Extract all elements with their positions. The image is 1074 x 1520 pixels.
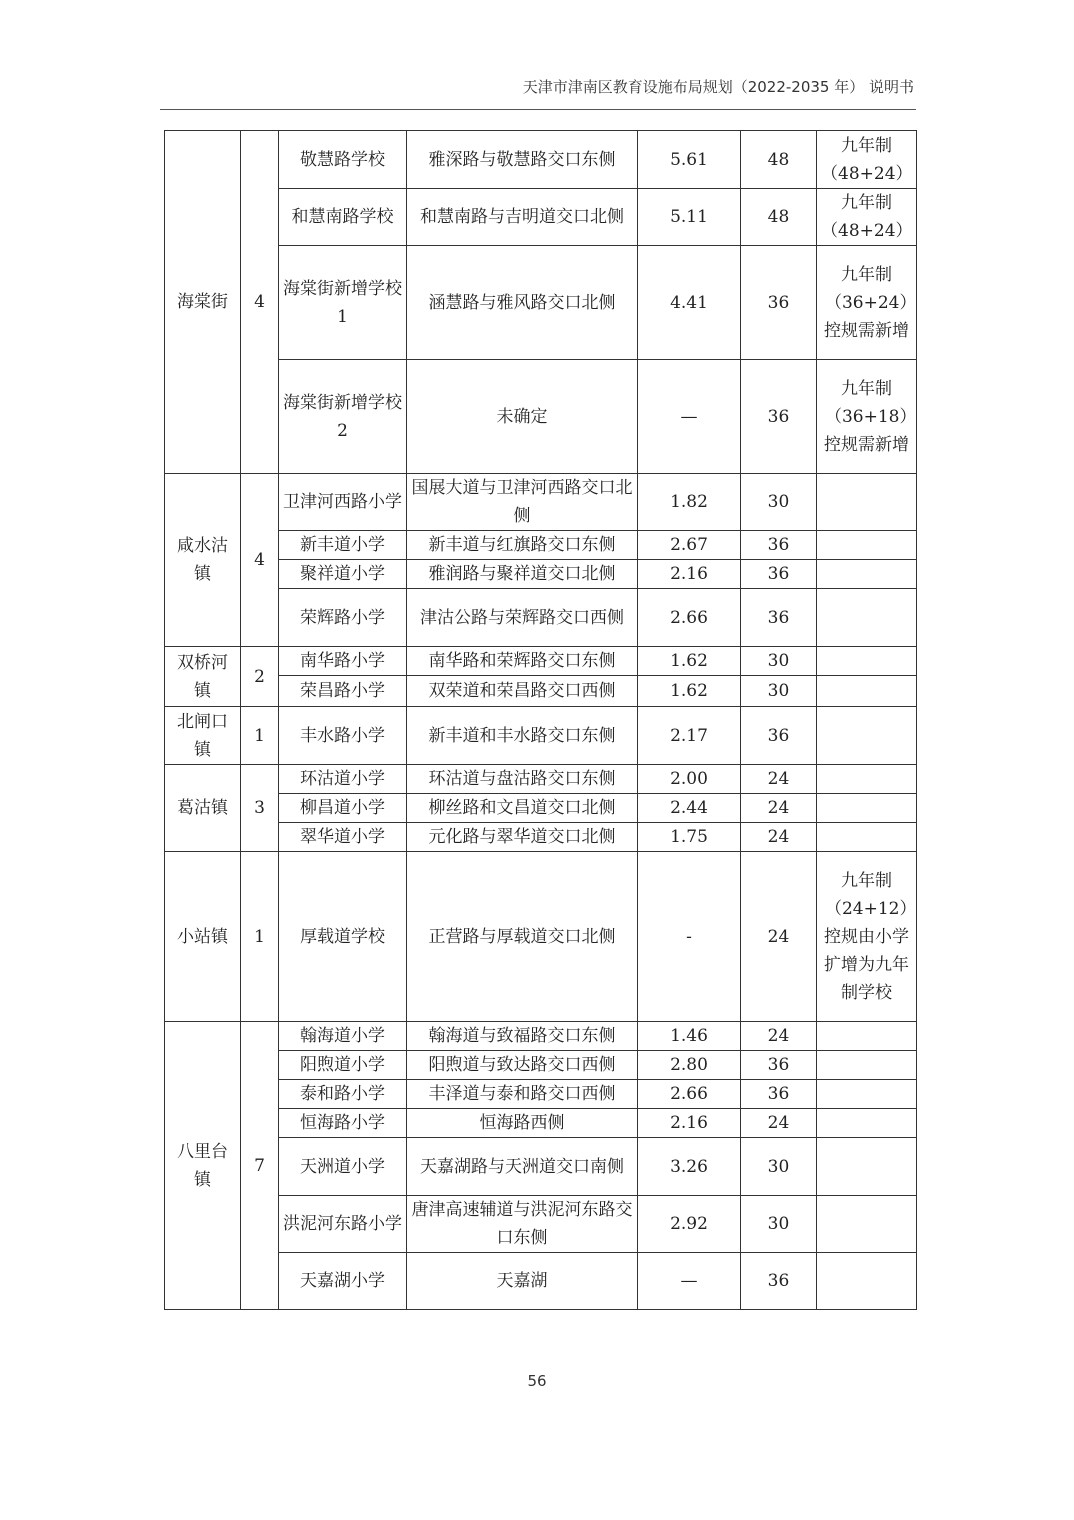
classes-cell: 30: [741, 1138, 817, 1196]
classes-cell: 30: [741, 474, 817, 531]
school-name-cell: 聚祥道小学: [279, 560, 407, 589]
location-cell: 未确定: [407, 360, 638, 474]
table-row: [165, 765, 917, 794]
note-cell: [817, 1138, 917, 1196]
location-cell: 涵慧路与雅风路交口北侧: [407, 246, 638, 360]
school-layout-table: [164, 130, 917, 1310]
note-cell: [817, 765, 917, 794]
location-cell: 阳煦道与致达路交口西侧: [407, 1051, 638, 1080]
classes-cell: 48: [741, 131, 817, 189]
note-cell: [817, 1022, 917, 1051]
location-cell: 恒海路西侧: [407, 1109, 638, 1138]
school-name-cell: 柳昌道小学: [279, 794, 407, 823]
location-cell: 正营路与厚载道交口北侧: [407, 852, 638, 1022]
location-cell: 津沽公路与荣辉路交口西侧: [407, 589, 638, 647]
note-cell: [817, 474, 917, 531]
classes-cell: 24: [741, 1022, 817, 1051]
note-cell: 九年制（36+24）控规需新增: [817, 246, 917, 360]
area-cell: 5.11: [638, 189, 741, 246]
location-cell: 雅深路与敬慧路交口东侧: [407, 131, 638, 189]
page-number: 56: [527, 1372, 547, 1390]
area-cell: —: [638, 360, 741, 474]
location-cell: 翰海道与致福路交口东侧: [407, 1022, 638, 1051]
school-name-cell: 天洲道小学: [279, 1138, 407, 1196]
school-name-cell: 荣昌路小学: [279, 676, 407, 707]
area-cell: 5.61: [638, 131, 741, 189]
classes-cell: 36: [741, 360, 817, 474]
location-cell: 双荣道和荣昌路交口西侧: [407, 676, 638, 707]
note-cell: [817, 589, 917, 647]
area-cell: 2.00: [638, 765, 741, 794]
school-count-cell: 4: [241, 474, 279, 647]
school-count-cell: 2: [241, 647, 279, 707]
note-cell: [817, 794, 917, 823]
area-cell: 2.67: [638, 531, 741, 560]
school-name-cell: 天嘉湖小学: [279, 1253, 407, 1310]
area-cell: 1.46: [638, 1022, 741, 1051]
classes-cell: 24: [741, 765, 817, 794]
school-count-cell: 7: [241, 1022, 279, 1310]
classes-cell: 24: [741, 823, 817, 852]
area-cell: 1.62: [638, 647, 741, 676]
classes-cell: 30: [741, 676, 817, 707]
school-name-cell: 新丰道小学: [279, 531, 407, 560]
school-name-cell: 恒海路小学: [279, 1109, 407, 1138]
classes-cell: 24: [741, 794, 817, 823]
town-cell: 八里台镇: [165, 1022, 241, 1310]
header-divider: [160, 109, 916, 110]
school-name-cell: 卫津河西路小学: [279, 474, 407, 531]
town-cell: 咸水沽镇: [165, 474, 241, 647]
school-name-cell: 南华路小学: [279, 647, 407, 676]
table-row: [165, 474, 917, 531]
location-cell: 丰泽道与泰和路交口西侧: [407, 1080, 638, 1109]
note-cell: [817, 707, 917, 765]
location-cell: 环沽道与盘沽路交口东侧: [407, 765, 638, 794]
classes-cell: 30: [741, 647, 817, 676]
area-cell: 2.16: [638, 1109, 741, 1138]
note-cell: [817, 647, 917, 676]
area-cell: 1.62: [638, 676, 741, 707]
school-name-cell: 泰和路小学: [279, 1080, 407, 1109]
school-count-cell: 1: [241, 707, 279, 765]
classes-cell: 36: [741, 589, 817, 647]
location-cell: 新丰道和丰水路交口东侧: [407, 707, 638, 765]
school-name-cell: 阳煦道小学: [279, 1051, 407, 1080]
location-cell: 新丰道与红旗路交口东侧: [407, 531, 638, 560]
area-cell: 2.92: [638, 1196, 741, 1253]
area-cell: —: [638, 1253, 741, 1310]
location-cell: 国展大道与卫津河西路交口北侧: [407, 474, 638, 531]
location-cell: 唐津高速辅道与洪泥河东路交口东侧: [407, 1196, 638, 1253]
school-name-cell: 洪泥河东路小学: [279, 1196, 407, 1253]
school-name-cell: 荣辉路小学: [279, 589, 407, 647]
table-row: [165, 852, 917, 1022]
school-count-cell: 3: [241, 765, 279, 852]
town-cell: 北闸口镇: [165, 707, 241, 765]
area-cell: 4.41: [638, 246, 741, 360]
school-name-cell: 翠华道小学: [279, 823, 407, 852]
classes-cell: 36: [741, 560, 817, 589]
note-cell: [817, 560, 917, 589]
area-cell: -: [638, 852, 741, 1022]
note-cell: [817, 531, 917, 560]
note-cell: [817, 1080, 917, 1109]
area-cell: 1.82: [638, 474, 741, 531]
note-cell: [817, 676, 917, 707]
town-cell: 海棠街: [165, 131, 241, 474]
classes-cell: 24: [741, 1109, 817, 1138]
note-cell: [817, 1109, 917, 1138]
school-name-cell: 丰水路小学: [279, 707, 407, 765]
table-row: [165, 647, 917, 676]
location-cell: 雅润路与聚祥道交口北侧: [407, 560, 638, 589]
school-name-cell: 海棠街新增学校 2: [279, 360, 407, 474]
classes-cell: 24: [741, 852, 817, 1022]
classes-cell: 48: [741, 189, 817, 246]
town-cell: 葛沽镇: [165, 765, 241, 852]
classes-cell: 36: [741, 531, 817, 560]
table-row: [165, 1022, 917, 1051]
note-cell: [817, 1196, 917, 1253]
location-cell: 元化路与翠华道交口北侧: [407, 823, 638, 852]
classes-cell: 36: [741, 1051, 817, 1080]
location-cell: 柳丝路和文昌道交口北侧: [407, 794, 638, 823]
table-row: [165, 707, 917, 765]
school-name-cell: 环沽道小学: [279, 765, 407, 794]
note-cell: [817, 1051, 917, 1080]
school-name-cell: 海棠街新增学校 1: [279, 246, 407, 360]
location-cell: 天嘉湖: [407, 1253, 638, 1310]
note-cell: [817, 823, 917, 852]
classes-cell: 36: [741, 1253, 817, 1310]
town-cell: 双桥河镇: [165, 647, 241, 707]
note-cell: 九年制（48+24）: [817, 131, 917, 189]
area-cell: 2.80: [638, 1051, 741, 1080]
school-name-cell: 敬慧路学校: [279, 131, 407, 189]
area-cell: 2.44: [638, 794, 741, 823]
area-cell: 3.26: [638, 1138, 741, 1196]
location-cell: 南华路和荣辉路交口东侧: [407, 647, 638, 676]
school-name-cell: 翰海道小学: [279, 1022, 407, 1051]
location-cell: 天嘉湖路与天洲道交口南侧: [407, 1138, 638, 1196]
note-cell: 九年制（36+18）控规需新增: [817, 360, 917, 474]
table-row: [165, 131, 917, 189]
school-count-cell: 4: [241, 131, 279, 474]
area-cell: 2.66: [638, 589, 741, 647]
area-cell: 2.16: [638, 560, 741, 589]
classes-cell: 36: [741, 246, 817, 360]
table-body: [165, 131, 917, 1310]
classes-cell: 30: [741, 1196, 817, 1253]
school-name-cell: 厚载道学校: [279, 852, 407, 1022]
area-cell: 2.17: [638, 707, 741, 765]
note-cell: 九年制（24+12）控规由小学扩增为九年制学校: [817, 852, 917, 1022]
document-header-title: 天津市津南区教育设施布局规划（2022-2035 年） 说明书: [522, 78, 914, 96]
note-cell: [817, 1253, 917, 1310]
town-cell: 小站镇: [165, 852, 241, 1022]
location-cell: 和慧南路与吉明道交口北侧: [407, 189, 638, 246]
school-count-cell: 1: [241, 852, 279, 1022]
classes-cell: 36: [741, 707, 817, 765]
area-cell: 2.66: [638, 1080, 741, 1109]
classes-cell: 36: [741, 1080, 817, 1109]
school-name-cell: 和慧南路学校: [279, 189, 407, 246]
note-cell: 九年制（48+24）: [817, 189, 917, 246]
area-cell: 1.75: [638, 823, 741, 852]
